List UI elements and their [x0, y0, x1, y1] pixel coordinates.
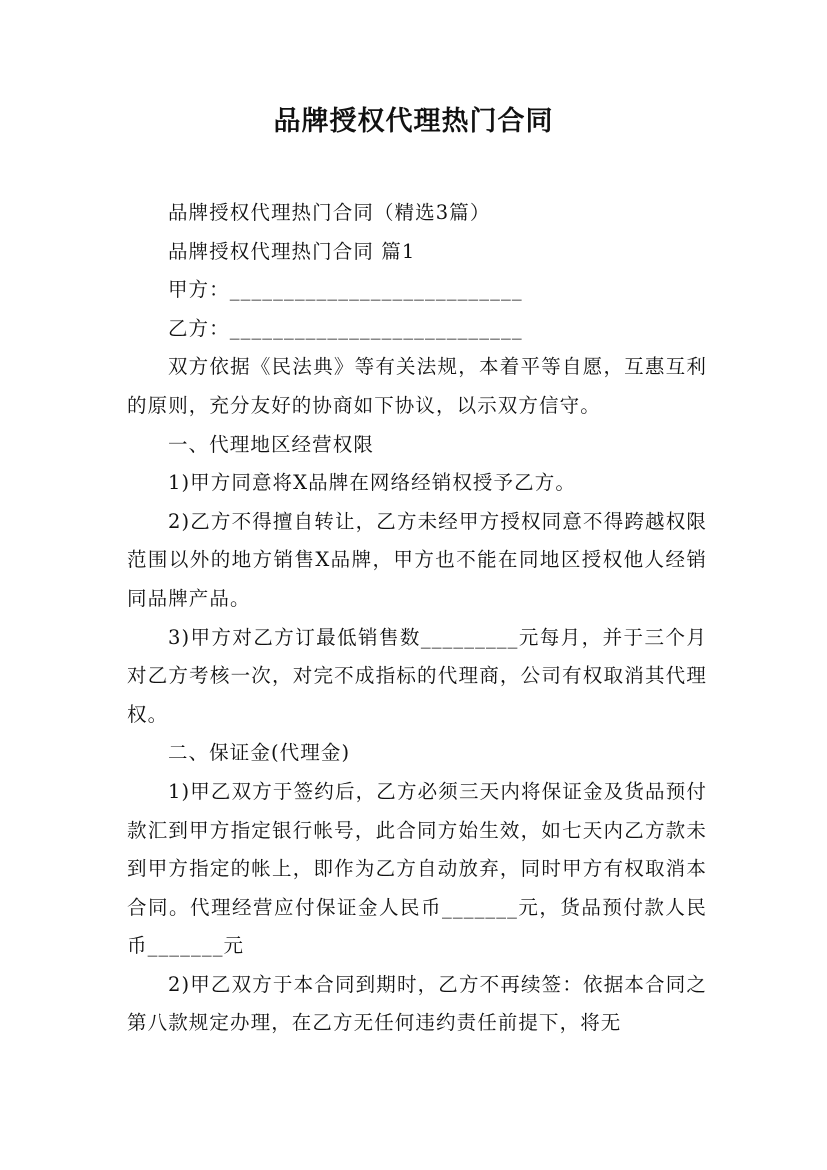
paragraph-clause-1-item-1: 1)甲方同意将X品牌在网络经销权授予乙方。: [167, 471, 576, 495]
document-title: 品牌授权代理热门合同: [273, 106, 554, 137]
document-body: [127, 194, 707, 1043]
paragraph-subtitle: 品牌授权代理热门合同（精选3篇）: [167, 201, 491, 224]
paragraph-section-heading: 品牌授权代理热门合同 篇1: [167, 239, 416, 263]
paragraph-clause-1-heading: 一、代理地区经营权限: [167, 432, 374, 456]
paragraph-preamble: 双方依据《民法典》等有关法规，本着平等自愿，互惠互利的原则，充分友好的协商如下协议，以示双方信守。: [127, 355, 707, 417]
paragraph-clause-2-heading: 二、保证金(代理金): [167, 741, 351, 765]
paragraph-clause-1-item-2: 2)乙方不得擅自转让，乙方未经甲方授权同意不得跨越权限范围以外的地方销售X品牌，甲方也不能在同地区授权他人经销同品牌产品。: [127, 509, 707, 610]
paragraph-clause-2-item-1: 1)甲乙双方于签约后，乙方必须三天内将保证金及货品预付款汇到甲方指定银行帐号，此合同方始生效，如七天内乙方款未到甲方指定的帐上，即作为乙方自动放弃，同时甲方有权取消本合同。代理经营应付保证金人民币_______元，货品预付款人民币_______元: [127, 779, 707, 958]
paragraph-party-b: 乙方：___________________________: [167, 316, 523, 340]
paragraph-clause-1-item-3: 3)甲方对乙方订最低销售数_________元每月，并于三个月对乙方考核一次，对完不成指标的代理商，公司有权取消其代理权。: [127, 625, 707, 726]
paragraph-party-a: 甲方：___________________________: [167, 278, 523, 302]
paragraph-clause-2-item-2: 2)甲乙双方于本合同到期时，乙方不再续签：依据本合同之第八款规定办理，在乙方无任何违约责任前提下，将无: [127, 972, 707, 1035]
